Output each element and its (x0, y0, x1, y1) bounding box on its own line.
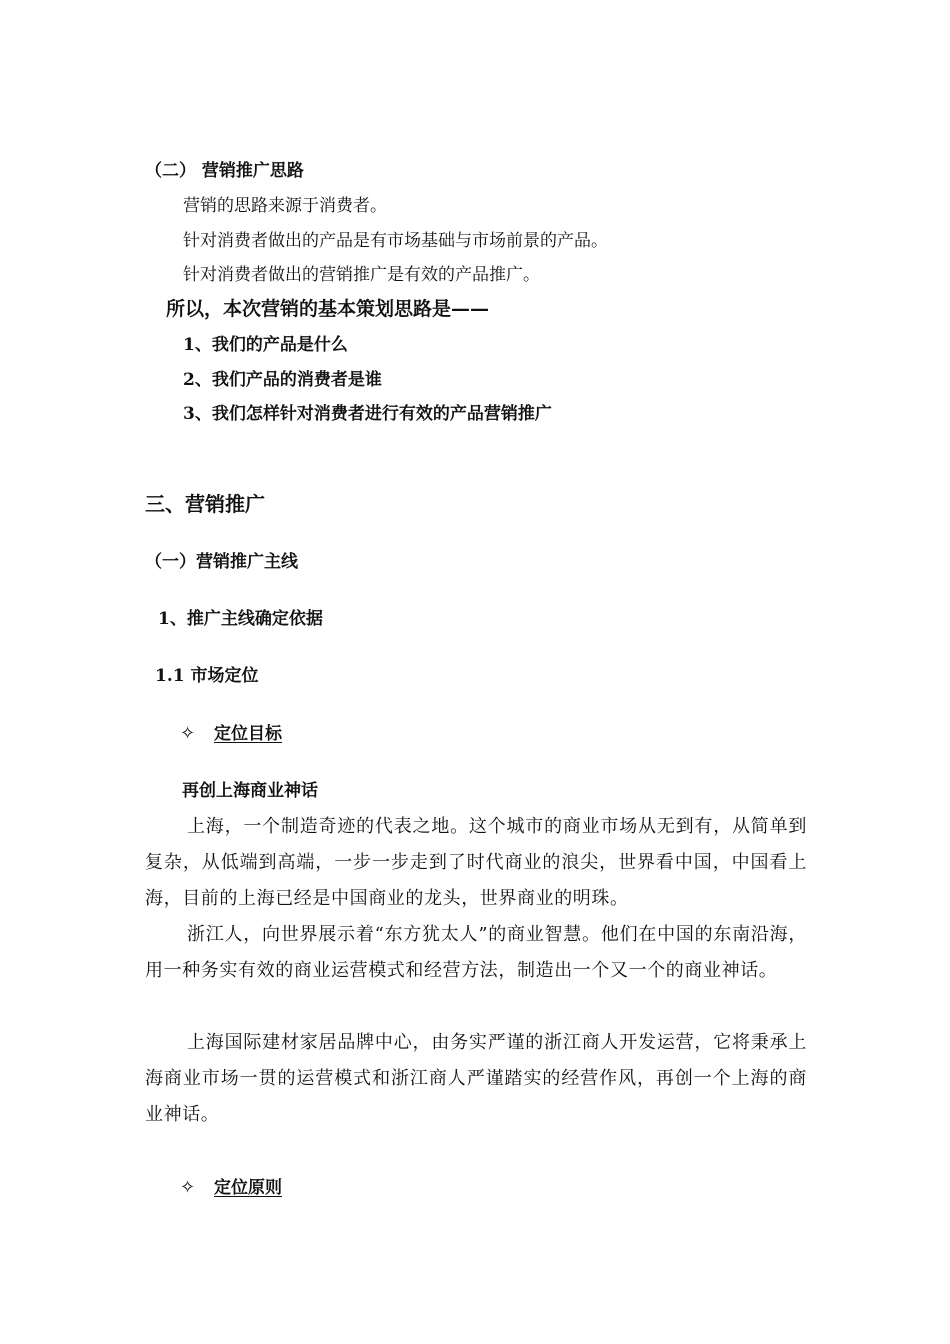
target-paragraph-3: 上海国际建材家居品牌中心，由务实严谨的浙江商人开发运营，它将秉承上海商业市场一贯的运营模式和浙江商人严谨踏实的经营作风，再创一个上海的商业神话。 (145, 1032, 807, 1125)
approach-summary: 所以，本次营销的基本策划思路是—— (166, 298, 490, 320)
approach-item-1: 1、我们的产品是什么 (183, 335, 348, 355)
section-heading-marketing-approach: （二） 营销推广思路 (145, 161, 304, 181)
target-headline: 再创上海商业神话 (182, 781, 318, 801)
diamond-bullet-icon: ✧ (180, 723, 196, 744)
promotion-main-line-heading: （一）营销推广主线 (145, 552, 298, 572)
approach-item-2: 2、我们产品的消费者是谁 (183, 370, 382, 390)
market-positioning-heading: 1.1 市场定位 (155, 666, 259, 686)
positioning-target-label: 定位目标 (214, 724, 282, 744)
main-line-basis-heading: 1、推广主线确定依据 (158, 609, 323, 629)
positioning-target-heading (180, 725, 282, 743)
target-paragraph-1: 上海，一个制造奇迹的代表之地。这个城市的商业市场从无到有，从简单到复杂，从低端到高端，一步一步走到了时代商业的浪尖，世界看中国，中国看上海，目前的上海已经是中国商业的龙头，世界商业的明珠。 (145, 816, 807, 909)
section-title-marketing-promotion: 三、营销推广 (145, 492, 265, 516)
positioning-principle-label: 定位原则 (214, 1178, 282, 1198)
approach-line-1: 营销的思路来源于消费者。 (183, 196, 387, 216)
approach-line-2: 针对消费者做出的产品是有市场基础与市场前景的产品。 (183, 231, 608, 251)
positioning-principle-heading (180, 1179, 282, 1197)
target-paragraph-2: 浙江人，向世界展示着“东方犹太人”的商业智慧。他们在中国的东南沿海，用一种务实有效的商业运营模式和经营方法，制造出一个又一个的商业神话。 (145, 924, 807, 981)
diamond-bullet-icon: ✧ (180, 1177, 196, 1198)
approach-line-3: 针对消费者做出的营销推广是有效的产品推广。 (183, 265, 540, 285)
approach-item-3: 3、我们怎样针对消费者进行有效的产品营销推广 (183, 404, 552, 424)
